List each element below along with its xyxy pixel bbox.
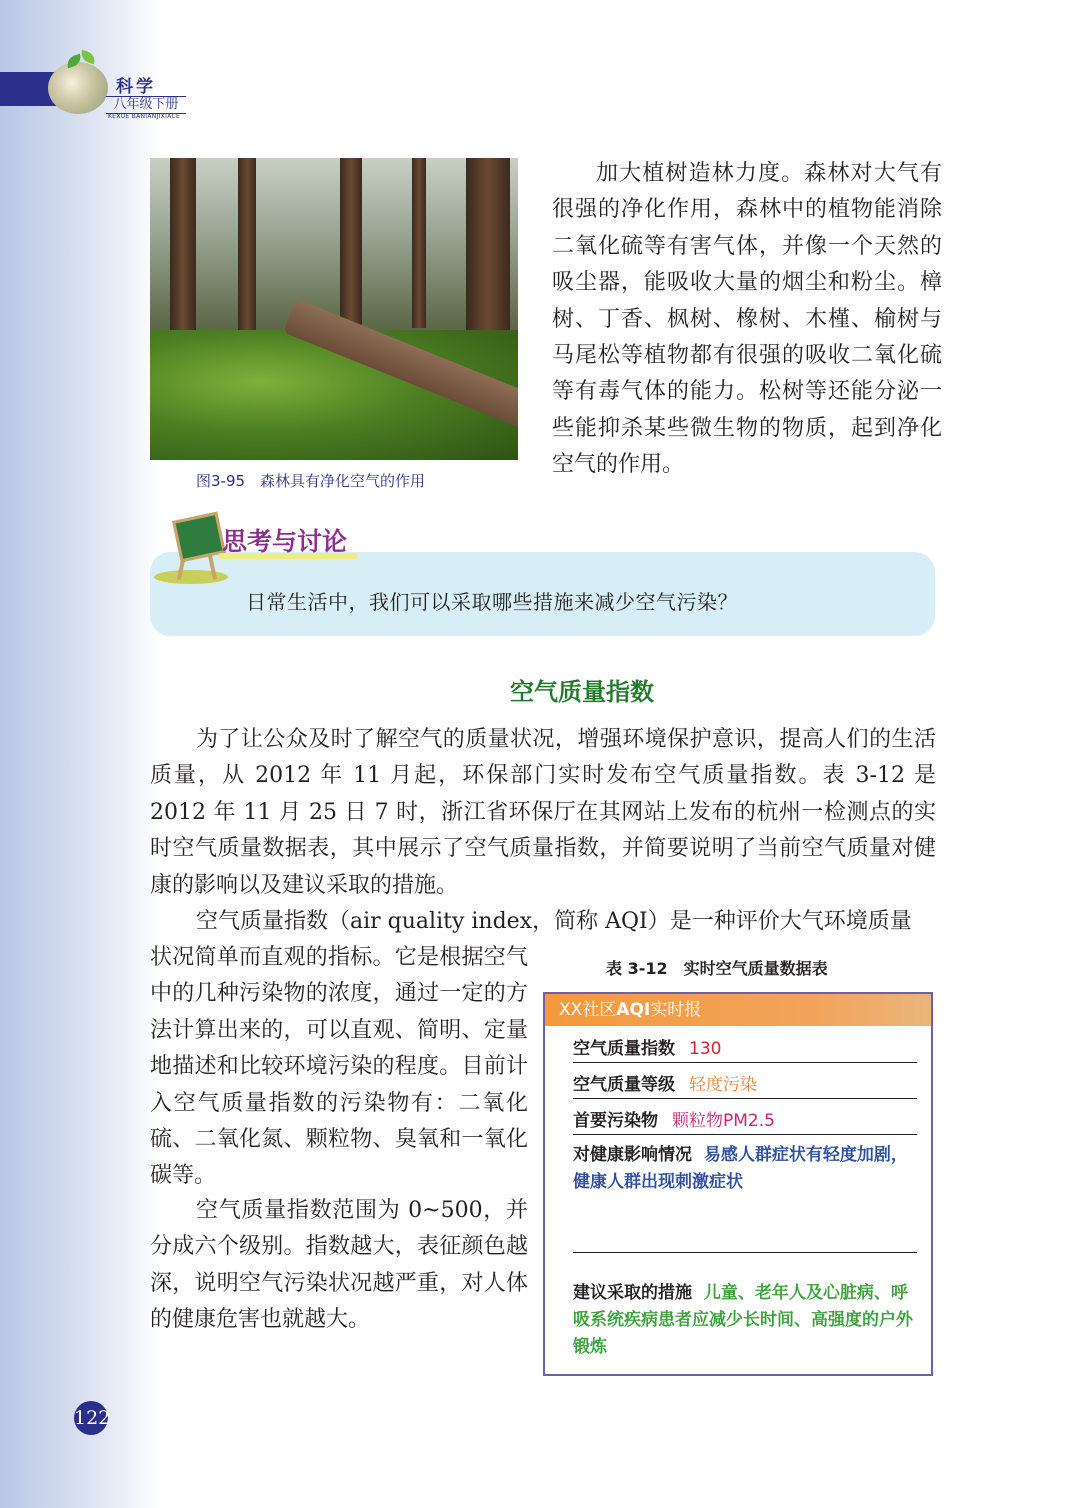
- health-impact-label: 对健康影响情况: [573, 1145, 692, 1165]
- paragraph-aqi-definition-line1: 空气质量指数（air quality index，简称 AQI）是一种评价大气环境质量: [196, 909, 912, 934]
- intro-paragraph: 加大植树造林力度。森林对大气有很强的净化作用，森林中的植物能消除二氧化硫等有害气体，并像一个天然的吸尘器，能吸收大量的烟尘和粉尘。樟树、丁香、枫树、橡树、木槿、榆树与马尾松等植物都有很强的吸收二氧化硫等有毒气体的能力。松树等还能分泌一些能抑杀某些微生物的物质，起到净化空气的作用。: [552, 161, 942, 478]
- book-subject: 科学: [116, 77, 156, 97]
- discussion-title: 思考与讨论: [222, 527, 348, 556]
- panel-header-suffix: 实时报: [650, 1000, 702, 1020]
- aqi-index-row: [573, 1034, 917, 1063]
- easel-icon: [166, 516, 226, 580]
- aqi-index-label: 空气质量指数: [573, 1039, 675, 1059]
- aqi-panel-header: [545, 994, 931, 1026]
- paragraph-aqi-intro: 为了让公众及时了解空气的质量状况，增强环境保护意识，提高人们的生活质量，从 2012 年 11 月起，环保部门实时发布空气质量指数。表 3-12 是 2012 年 11 月 25 日 7 时，浙江省环保厅在其网站上发布的杭州一检测点的实时空气质量数据表，其中展示了空气质量指数，并简要说明了当前空气质量对健康的影响以及建议采取的措施。: [150, 727, 936, 898]
- advice-label: 建议采取的措施: [573, 1283, 692, 1303]
- table-caption: 表 3-12 实时空气质量数据表: [606, 959, 828, 978]
- book-grade: 八年级下册: [106, 96, 186, 114]
- panel-header-aqi: AQI: [616, 1000, 651, 1020]
- aqi-level-label: 空气质量等级: [573, 1075, 675, 1095]
- globe-logo-icon: [48, 62, 108, 114]
- page-margin-band: [0, 0, 160, 1508]
- tree-trunk: [170, 158, 196, 358]
- aqi-index-value: 130: [689, 1039, 722, 1059]
- primary-pollutant-value: 颗粒物PM2.5: [672, 1111, 775, 1131]
- primary-pollutant-row: [573, 1106, 917, 1135]
- advice-value: 儿童、老年人及心脏病、呼吸系统疾病患者应减少长时间、高强度的户外锻炼: [573, 1283, 913, 1357]
- panel-header-prefix: XX社区: [559, 1000, 617, 1020]
- book-pinyin: KEXUE BANIANJIXIACE: [107, 113, 181, 120]
- page-number: 122: [74, 1401, 108, 1435]
- advice-block: [573, 1280, 917, 1361]
- forest-photo: [150, 158, 518, 460]
- section-title: 空气质量指数: [510, 678, 654, 706]
- aqi-level-value: 轻度污染: [689, 1075, 757, 1095]
- tree-trunk: [238, 158, 256, 338]
- tree-trunk: [412, 158, 426, 328]
- aqi-level-row: [573, 1070, 917, 1099]
- primary-pollutant-label: 首要污染物: [573, 1111, 658, 1131]
- discussion-question: 日常生活中，我们可以采取哪些措施来减少空气污染？: [246, 590, 738, 614]
- paragraph-aqi-range: 空气质量指数范围为 0~500，并分成六个级别。指数越大，表征颜色越深，说明空气污染状况越严重，对人体的健康危害也就越大。: [150, 1198, 528, 1333]
- paragraph-aqi-definition: 状况简单而直观的指标。它是根据空气中的几种污染物的浓度，通过一定的方法计算出来的，可以直观、简明、定量地描述和比较环境污染的程度。目前计入空气质量指数的污染物有：二氧化硫、二氧化氮、颗粒物、臭氧和一氧化碳等。: [150, 945, 528, 1189]
- health-impact-block: [573, 1142, 917, 1253]
- aqi-report-panel: [543, 992, 933, 1376]
- figure-caption: 图3-95 森林具有净化空气的作用: [196, 472, 426, 490]
- health-impact-value: 易感人群症状有轻度加剧，健康人群出现刺激症状: [573, 1145, 908, 1192]
